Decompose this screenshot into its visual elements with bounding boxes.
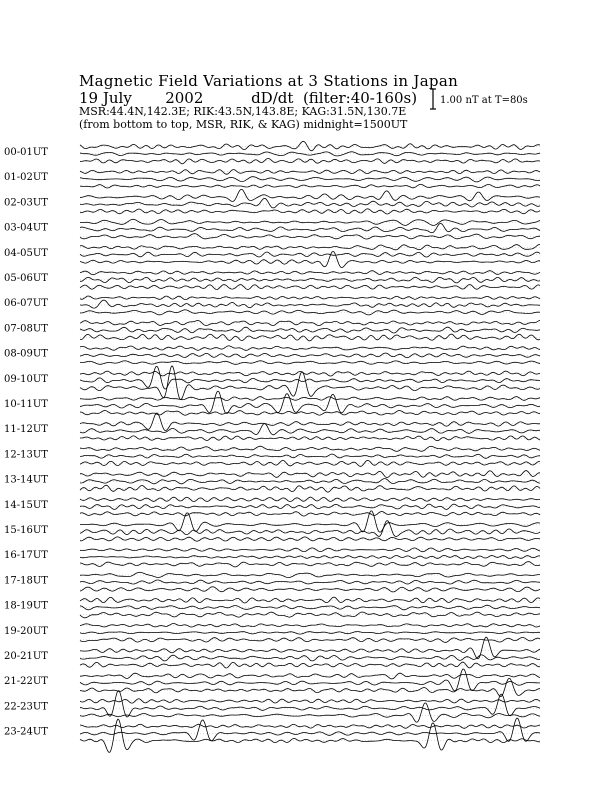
trace-msr: [80, 719, 540, 752]
hour-label: 15-16UT: [4, 525, 48, 536]
trace-kag: [80, 244, 540, 250]
hour-label: 03-04UT: [4, 222, 48, 234]
hour-label: 12-13UT: [4, 449, 48, 461]
trace-rik: [80, 521, 540, 537]
trace-rik: [80, 224, 540, 233]
hour-label: 13-14UT: [4, 474, 48, 486]
trace-kag: [80, 699, 540, 703]
trace-kag: [80, 189, 540, 201]
date-day: 19 July: [79, 89, 132, 107]
hour-label: 07-08UT: [4, 323, 48, 335]
hour-label: 05-06UT: [4, 273, 48, 284]
trace-kag: [80, 446, 540, 451]
trace-rik: [80, 718, 540, 741]
trace-msr: [80, 234, 540, 239]
trace-msr: [80, 703, 540, 722]
trace-rik: [80, 669, 540, 691]
chart-title: Magnetic Field Variations at 3 Stations in Japan: [79, 72, 459, 90]
hour-label: 20-21UT: [4, 651, 48, 662]
trace-msr: [80, 562, 540, 567]
trace-rik: [80, 691, 540, 717]
trace-msr: [80, 612, 540, 618]
hour-label: 02-03UT: [4, 197, 48, 209]
trace-rik: [80, 391, 540, 413]
hour-label: 16-17UT: [4, 550, 48, 562]
trace-kag: [80, 141, 540, 150]
trace-msr: [80, 209, 540, 214]
trace-rik: [80, 198, 540, 208]
hour-label: 00-01UT: [4, 147, 48, 158]
hour-label: 18-19UT: [4, 600, 48, 612]
trace-msr: [80, 251, 540, 267]
hour-label: 19-20UT: [4, 625, 48, 637]
stations-line: MSR:44.4N,142.3E; RIK:43.5N,143.8E; KAG:31.5N,130.7E: [79, 105, 407, 118]
trace-rik: [80, 277, 540, 283]
quantity-label: dD/dt: [251, 89, 294, 107]
trace-kag: [80, 497, 540, 501]
hour-label: 17-18UT: [4, 575, 48, 587]
midnight-note: midnight=1500UT: [303, 118, 408, 131]
hour-label: 22-23UT: [4, 701, 48, 713]
hour-label: 21-22UT: [4, 676, 48, 688]
trace-kag: [80, 413, 540, 431]
trace-msr: [80, 366, 540, 400]
trace-rik: [80, 177, 540, 182]
trace-rik: [80, 300, 540, 308]
hour-label: 01-02UT: [4, 172, 48, 184]
hour-label: 06-07UT: [4, 298, 48, 310]
trace-kag: [80, 572, 540, 577]
trace-kag: [80, 219, 540, 225]
trace-kag: [80, 673, 540, 679]
hour-label: 04-05UT: [4, 247, 48, 259]
trace-rik: [80, 366, 540, 389]
hour-label: 08-09UT: [4, 348, 48, 360]
hour-label: 10-11UT: [4, 399, 48, 410]
order-note: (from bottom to top, MSR, RIK, & KAG): [79, 118, 300, 131]
trace-rik: [80, 580, 540, 584]
hour-label: 14-15UT: [4, 499, 48, 511]
trace-kag: [80, 397, 540, 401]
hour-label: 09-10UT: [4, 373, 48, 385]
trace-rik: [80, 479, 540, 484]
hour-label: 23-24UT: [4, 726, 48, 738]
scale-label: 1.00 nT at T=80s: [440, 95, 528, 106]
filter-label: (filter:40-160s): [302, 89, 418, 107]
trace-rik: [80, 632, 540, 635]
trace-rik: [80, 327, 540, 333]
trace-kag: [80, 371, 540, 376]
trace-msr: [80, 678, 540, 696]
trace-rik: [80, 504, 540, 509]
trace-kag: [80, 271, 540, 275]
trace-kag: [80, 296, 540, 300]
hour-label: 11-12UT: [4, 424, 48, 436]
date-year: 2002: [165, 89, 204, 107]
trace-rik: [80, 152, 540, 156]
